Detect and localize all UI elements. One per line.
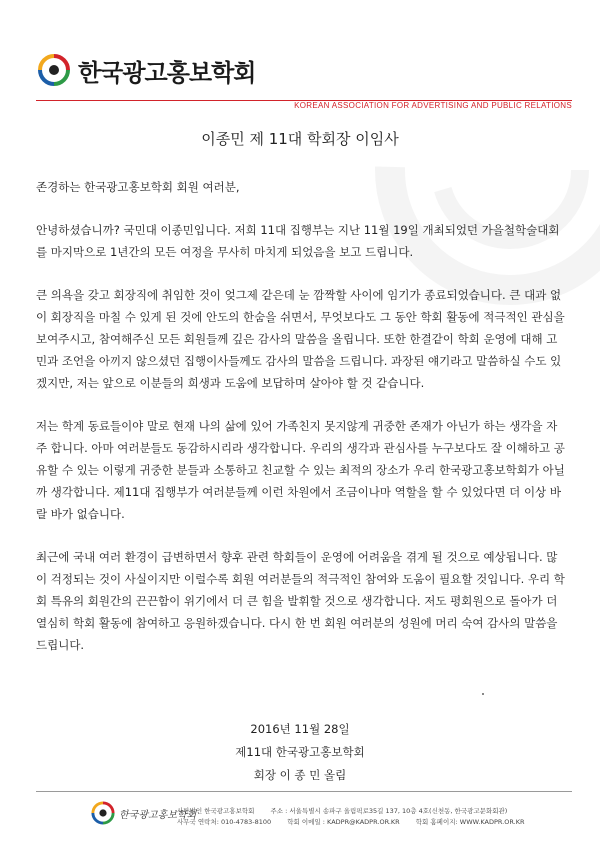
footer-logo-text: 한국광고홍보학회: [119, 809, 197, 821]
footer-email: 학회 이메일 : KADPR@KADPR.OR.KR: [287, 818, 400, 826]
footer-emblem-icon: [90, 800, 116, 826]
letter-paragraph-2: 큰 의욕을 갖고 회장직에 취임한 것이 엊그제 같은데 눈 깜짝할 사이에 임기가 종료되었습니다. 큰 대과 없이 회장직을 마칠 수 있게 된 것에 안도의 한숨을 쉬면서, 무엇보다도 그 동안 학회 활동에 적극적인 관심을 보여주시고, 참여해주신 모든 회원들께 깊은 감사의 말씀을 올립니다. 또한 한결같이 학회 운영에 대해 고민과 조언을 아끼지 않으셨던 집행이사들께도 감사의 말씀을 드립니다. 과장된 얘기라고 말씀하실 수도 있겠지만, 저는 앞으로 이분들의 희생과 도움에 보답하며 살아야 할 것 같습니다.: [36, 288, 565, 390]
letter-paragraph-3: 저는 학계 동료들이야 말로 현재 나의 삶에 있어 가족친지 못지않게 귀중한 존재가 아닌가 하는 생각을 자주 합니다. 아마 여러분들도 동감하시리라 생각합니다. 우리의 생각과 관심사를 누구보다도 잘 이해하고 공유할 수 있는 이렇게 귀중한 분들과 소통하고 친교할 수 있는 최적의 장소가 우리 한국광고홍보학회가 아닐까 생각합니다. 제11대 집행부가 여러분들께 이런 차원에서 조금이나마 역할을 할 수 있었다면 더 이상 바랄 바가 없습니다.: [36, 419, 565, 521]
letter-date: 2016년 11월 28일: [250, 722, 350, 736]
letter-title: 이종민 제 11대 학회장 이임사: [201, 130, 399, 148]
signature-name: 회장 이 종 민 올림: [253, 768, 347, 782]
footer-homepage: 학회 홈페이지: WWW.KADPR.OR.KR: [415, 818, 525, 826]
stray-dot: [482, 693, 484, 695]
signature-org: 제11대 한국광고홍보학회: [235, 745, 365, 759]
org-name-english: KOREAN ASSOCIATION FOR ADVERTISING AND PUBLIC RELATIONS: [294, 101, 572, 110]
footer-address: 주소 : 서울특별시 송파구 올림픽로35길 137, 10층 4호(신천동, 한국광고문화회관): [270, 807, 508, 815]
letter-paragraph-4: 최근에 국내 여러 환경이 급변하면서 향후 관련 학회들이 운영에 어려움을 겪게 될 것으로 예상됩니다. 많이 걱정되는 것이 사실이지만 이럴수록 회원 여러분들의 적극적인 참여와 도움이 필요할 것입니다. 우리 학회 특유의 회원간의 끈끈함이 위기에서 더 큰 힘을 발휘할 것으로 생각합니다. 저도 평회원으로 돌아가 더 열심히 학회 활동에 참여하고 응원하겠습니다. 다시 한 번 회원 여러분의 성원에 머리 숙여 감사의 말씀을 드립니다.: [36, 550, 565, 652]
letter-body: [36, 176, 568, 670]
letter-signature: [0, 718, 600, 787]
footer-info: [177, 806, 539, 828]
letter-greeting: 존경하는 한국광고홍보학회 회원 여러분,: [36, 180, 240, 194]
org-logo: [36, 52, 255, 88]
letter-paragraph-1: 안녕하셨습니까? 국민대 이종민입니다. 저희 11대 집행부는 지난 11월 19일 개최되었던 가을철학술대회를 마지막으로 1년간의 모든 여정을 무사히 마치게 되었음을 보고 드립니다.: [36, 223, 560, 259]
org-emblem-icon: [36, 52, 72, 88]
footer-org-line: 사단법인 한국광고홍보학회: [177, 807, 255, 815]
footer-phone: 사무국 연락처: 010-4783-8100: [177, 818, 272, 826]
org-name: 한국광고홍보학회: [78, 58, 256, 87]
footer-divider: [36, 791, 572, 792]
